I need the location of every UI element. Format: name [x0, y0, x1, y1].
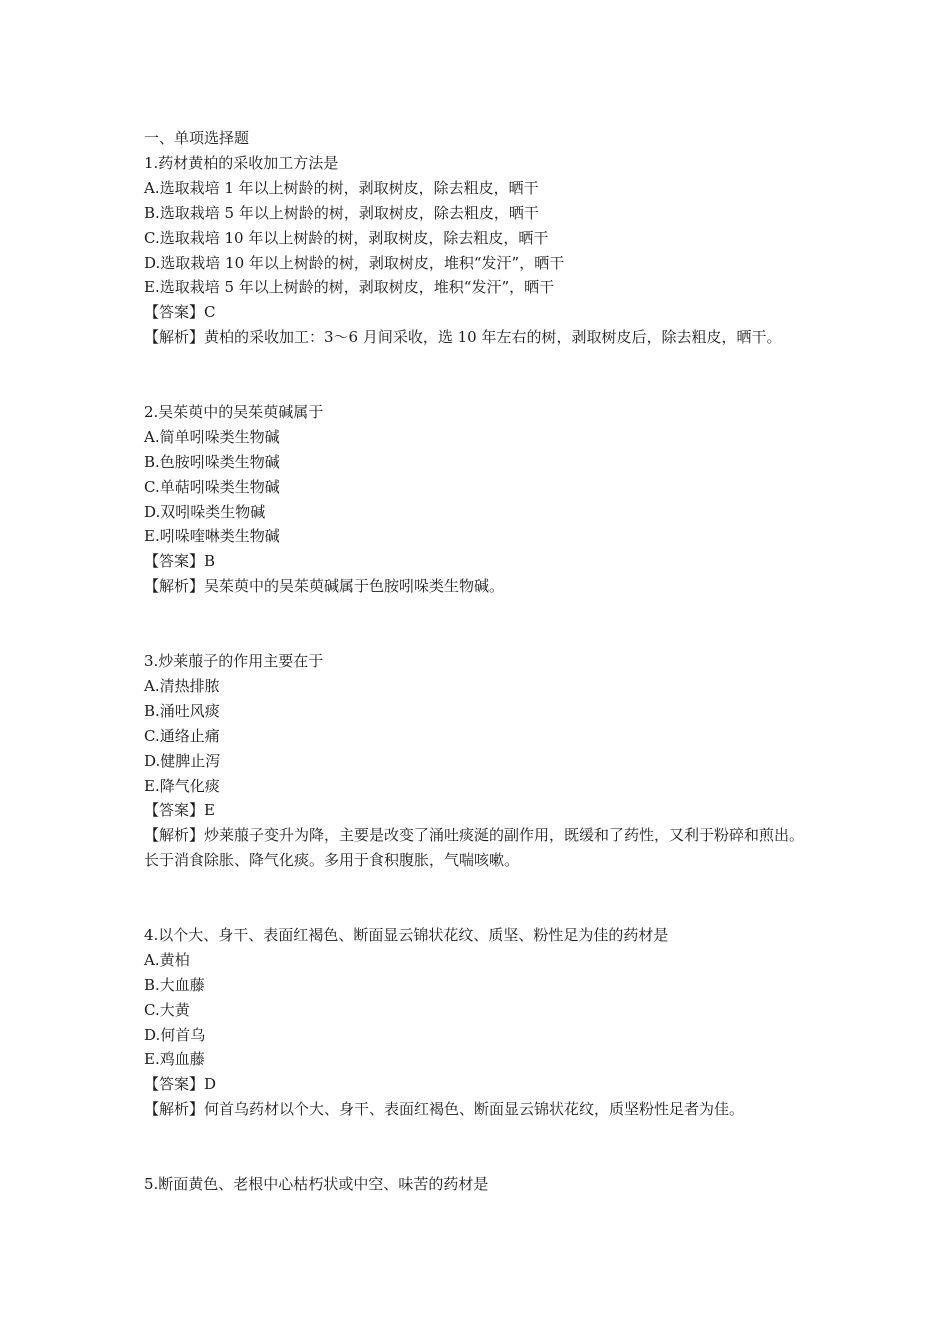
option-d: D.双吲哚类生物碱	[144, 502, 266, 521]
question-stem: 2.吴茱萸中的吴茱萸碱属于	[144, 402, 324, 421]
option-a: A.黄柏	[144, 950, 190, 969]
analysis: 【解析】何首乌药材以个大、身干、表面红褐色、断面显云锦状花纹，质坚粉性足者为佳。	[144, 1100, 745, 1119]
option-d: D.何首乌	[144, 1025, 206, 1044]
option-a: A.清热排脓	[144, 676, 220, 695]
analysis: 【解析】吴茱萸中的吴茱萸碱属于色胺吲哚类生物碱。	[144, 577, 505, 596]
spacer	[144, 350, 814, 400]
option-a: A.简单吲哚类生物碱	[144, 427, 280, 446]
question-4	[144, 923, 814, 1122]
option-d: D.选取栽培 10 年以上树龄的树，剥取树皮，堆积“发汗”，晒干	[144, 253, 565, 272]
question-5	[144, 1172, 814, 1197]
option-e: E.选取栽培 5 年以上树龄的树，剥取树皮，堆积“发汗”，晒干	[144, 278, 555, 297]
question-stem: 3.炒莱菔子的作用主要在于	[144, 652, 324, 670]
option-e: E.鸡血藤	[144, 1050, 205, 1069]
spacer	[144, 1122, 814, 1172]
option-c: C.选取栽培 10 年以上树龄的树，剥取树皮，除去粗皮，晒干	[144, 228, 549, 247]
option-e: E.吲哚喹啉类生物碱	[144, 527, 280, 546]
option-c: C.大黄	[144, 1000, 190, 1019]
question-stem: 1.药材黄柏的采收加工方法是	[144, 153, 339, 172]
analysis: 【解析】炒莱菔子变升为降，主要是改变了涌吐痰涎的副作用，既缓和了药性，又利于粉碎和煎出。长于消食除胀、降气化痰。多用于食积腹胀，气喘咳嗽。	[144, 826, 805, 870]
question-2	[144, 400, 814, 599]
answer: 【答案】E	[144, 801, 215, 820]
option-c: C.单萜吲哚类生物碱	[144, 477, 280, 496]
answer: 【答案】D	[144, 1075, 217, 1094]
spacer	[144, 873, 814, 923]
answer: 【答案】B	[144, 552, 216, 571]
option-b: B.选取栽培 5 年以上树龄的树，剥取树皮，除去粗皮，晒干	[144, 203, 539, 222]
answer: 【答案】C	[144, 303, 216, 322]
question-stem: 5.断面黄色、老根中心枯朽状或中空、味苦的药材是	[144, 1175, 489, 1193]
section-title: 一、单项选择题	[144, 129, 250, 147]
analysis: 【解析】黄柏的采收加工：3～6 月间采收，选 10 年左右的树，剥取树皮后，除去粗皮，晒干。	[144, 328, 782, 347]
option-e: E.降气化痰	[144, 776, 220, 795]
question-1	[144, 151, 814, 350]
question-stem: 4.以个大、身干、表面红褐色、断面显云锦状花纹、质坚、粉性足为佳的药材是	[144, 925, 669, 944]
option-d: D.健脾止泻	[144, 751, 221, 770]
option-c: C.通络止痛	[144, 726, 220, 745]
option-b: B.色胺吲哚类生物碱	[144, 452, 280, 471]
option-b: B.大血藤	[144, 975, 205, 994]
document-page	[144, 126, 814, 1197]
option-b: B.涌吐风痰	[144, 701, 220, 720]
spacer	[144, 599, 814, 649]
question-3	[144, 649, 814, 873]
option-a: A.选取栽培 1 年以上树龄的树，剥取树皮，除去粗皮，晒干	[144, 178, 539, 197]
